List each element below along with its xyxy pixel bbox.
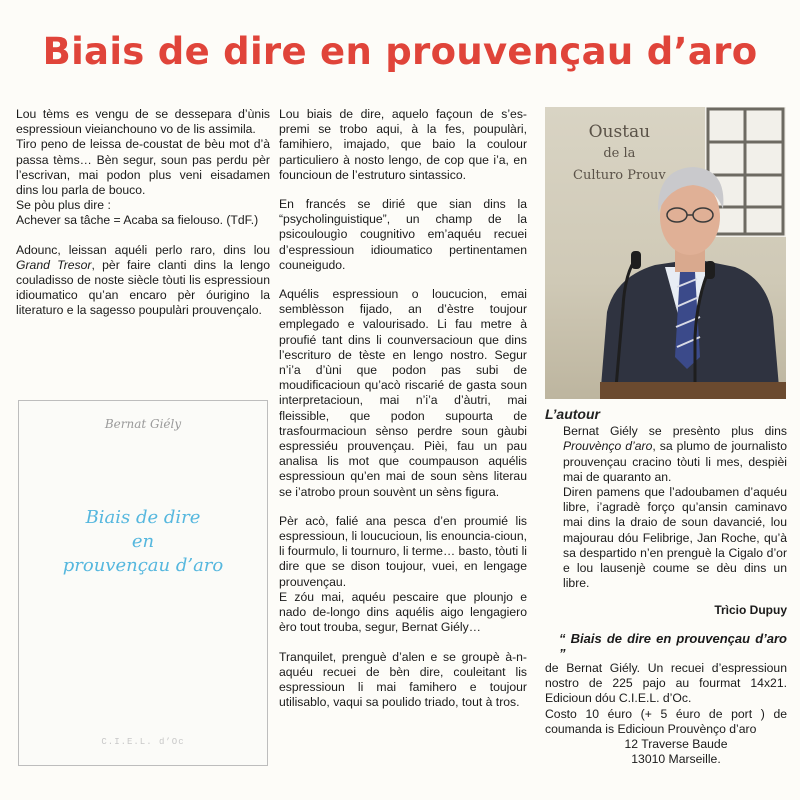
paragraph: Lou tèms es vengu de se dessepara d’ùnis espressioun vieianchouno vo de lis assimila.: [16, 107, 270, 137]
book-cover-title-line: Biais de dire: [85, 507, 201, 528]
book-cover: [18, 400, 268, 766]
text: Adounc, leissan aquéli perlo raro, dins lou: [16, 242, 270, 257]
paragraph: Pèr acò, falié ana pesca d’en proumié lis espressioun, li loucucioun, lis enouncia-cioun, li fourmulo, li tournuro, li terme… basto, tòuti li dire que se dison toujour, vuei, en lengage prouvençau.: [279, 513, 527, 589]
paragraph: [545, 424, 787, 485]
emphasis: Grand Tresor: [16, 257, 92, 272]
paragraph: Aquélis espressioun o loucucion, emai semblèsson fijado, an d’èstre toujour emplegado e valourisado. Li fau metre à proufié tant dins li counversacioun que dins l’escrituro de tèste en lengo nostro. Segur n’i’a d’ùni que podon pas subi de moudificacioun qu’acò riscarié de gasta soun interpretacioun, mai n’i’a d’àutri, mai fleissible, que podon supourta de trasfourmacioun sènso perdre soun gàubi espressiéu prouvençau. Pièi, fau un pau analisa lis mot que coumpauson aquélis espressioun qu’en mai de soun sèns literau se i’atrobo proun souvènt un sèns figura.: [279, 287, 527, 499]
address-line: 13010 Marseille.: [631, 752, 721, 767]
emphasis: Prouvènço d’aro: [563, 439, 653, 454]
column-3: [545, 407, 787, 767]
paragraph: [16, 243, 270, 319]
paragraph: Tiro peno de leissa de-coustat de bèu mot d’à passa tèms… Bèn segur, soun pas perdu pèr l’escrivan, mai podon plus veni eisadamen dins lou parla de bouco.: [16, 137, 270, 198]
paragraph: E zóu mai, aquéu pescaire que plounjo e nado de-longo dins aquélis aigo lengagiero èro tout trouba, segur, Bernat Giély…: [279, 589, 527, 635]
book-reference-title: “ Biais de dire en prouvençau d’aro ”: [559, 630, 787, 661]
author-photo: [545, 107, 786, 399]
column-1: [16, 107, 270, 319]
paragraph: Achever sa tâche = Acaba sa fielouso. (TdF.): [16, 213, 259, 228]
paragraph: de Bernat Giély. Un recuei d’espressioun nostro de 225 pajo au fourmat 14x21. Edicioun dóu C.I.E.L. d’Oc.: [545, 661, 787, 706]
book-cover-author: Bernat Giély: [104, 417, 182, 431]
paragraph: Diren pamens que l’adoubamen d’aquéu libre, i’agradè forço qu’ansin caminavo mai dins la draio de soun davancié, lou majourau dóu Felibrige, Jan Roche, qu’à sa despartido n’en prenguè la Cigalo d’or e lou lausenjè coume se dèu dins un libre.: [563, 485, 787, 591]
headline: Biais de dire en prouvençau d’aro: [42, 30, 758, 73]
address-line: 12 Traverse Baude: [624, 737, 728, 752]
paragraph: Costo 10 éuro (+ 5 éuro de port ) de coumanda is Edicioun Prouvènço d’aro: [545, 706, 787, 736]
sign-line: Culturo Prouv: [573, 168, 666, 183]
text: Bernat Giély se presènto plus dins: [563, 424, 787, 439]
text: , sa plumo de journalisto prouvençau cracino tòuti li mes, despièi mai de quaranto an.: [563, 439, 787, 484]
sign-line: de la: [603, 146, 636, 161]
text: , pèr faire clanti dins la lengo couladisso de noste siècle tòuti lis espressioun idioumatico qu’an encaro pèr óurigino la literaturo e la sagesso poupulàri prouvençalo.: [16, 257, 270, 318]
book-cover-title-line: prouvençau d’aro: [62, 555, 224, 576]
book-cover-publisher: C.I.E.L. d’Oc: [101, 737, 185, 747]
book-cover-title: [19, 506, 267, 578]
sign-line: Oustau: [588, 122, 651, 142]
signature: Trìcio Dupuy: [714, 603, 787, 618]
paragraph: Se pòu plus dire :: [16, 198, 111, 213]
paragraph: Tranquilet, prenguè d’alen e se groupè à-n-aquéu recuei de bèn dire, couleitant lis espressioun li mai famihero e toujour utilisablo, vaqui sa poulido triado, tout à tros.: [279, 649, 527, 710]
book-cover-title-line: en: [131, 531, 155, 552]
section-title: L’autour: [545, 406, 600, 422]
paragraph: Lou biais de dire, aquelo façoun de s’es-premi se trobo aqui, à la fes, poupulàri, famihiero, imajado, que baio la coulour particuliero à nosto lengo, de cop que i’a, en founcioun de l’estruturo sintassico.: [279, 107, 527, 182]
paragraph: En francés se dirié que sian dins la “psycholinguistique”, un champ de la psicoulougìo cougnitivo em’aquéu recuei d’espressioun idioumatico pertinentamen couneigudo.: [279, 197, 527, 272]
column-2: [279, 107, 527, 710]
photo-sign: [573, 121, 666, 187]
